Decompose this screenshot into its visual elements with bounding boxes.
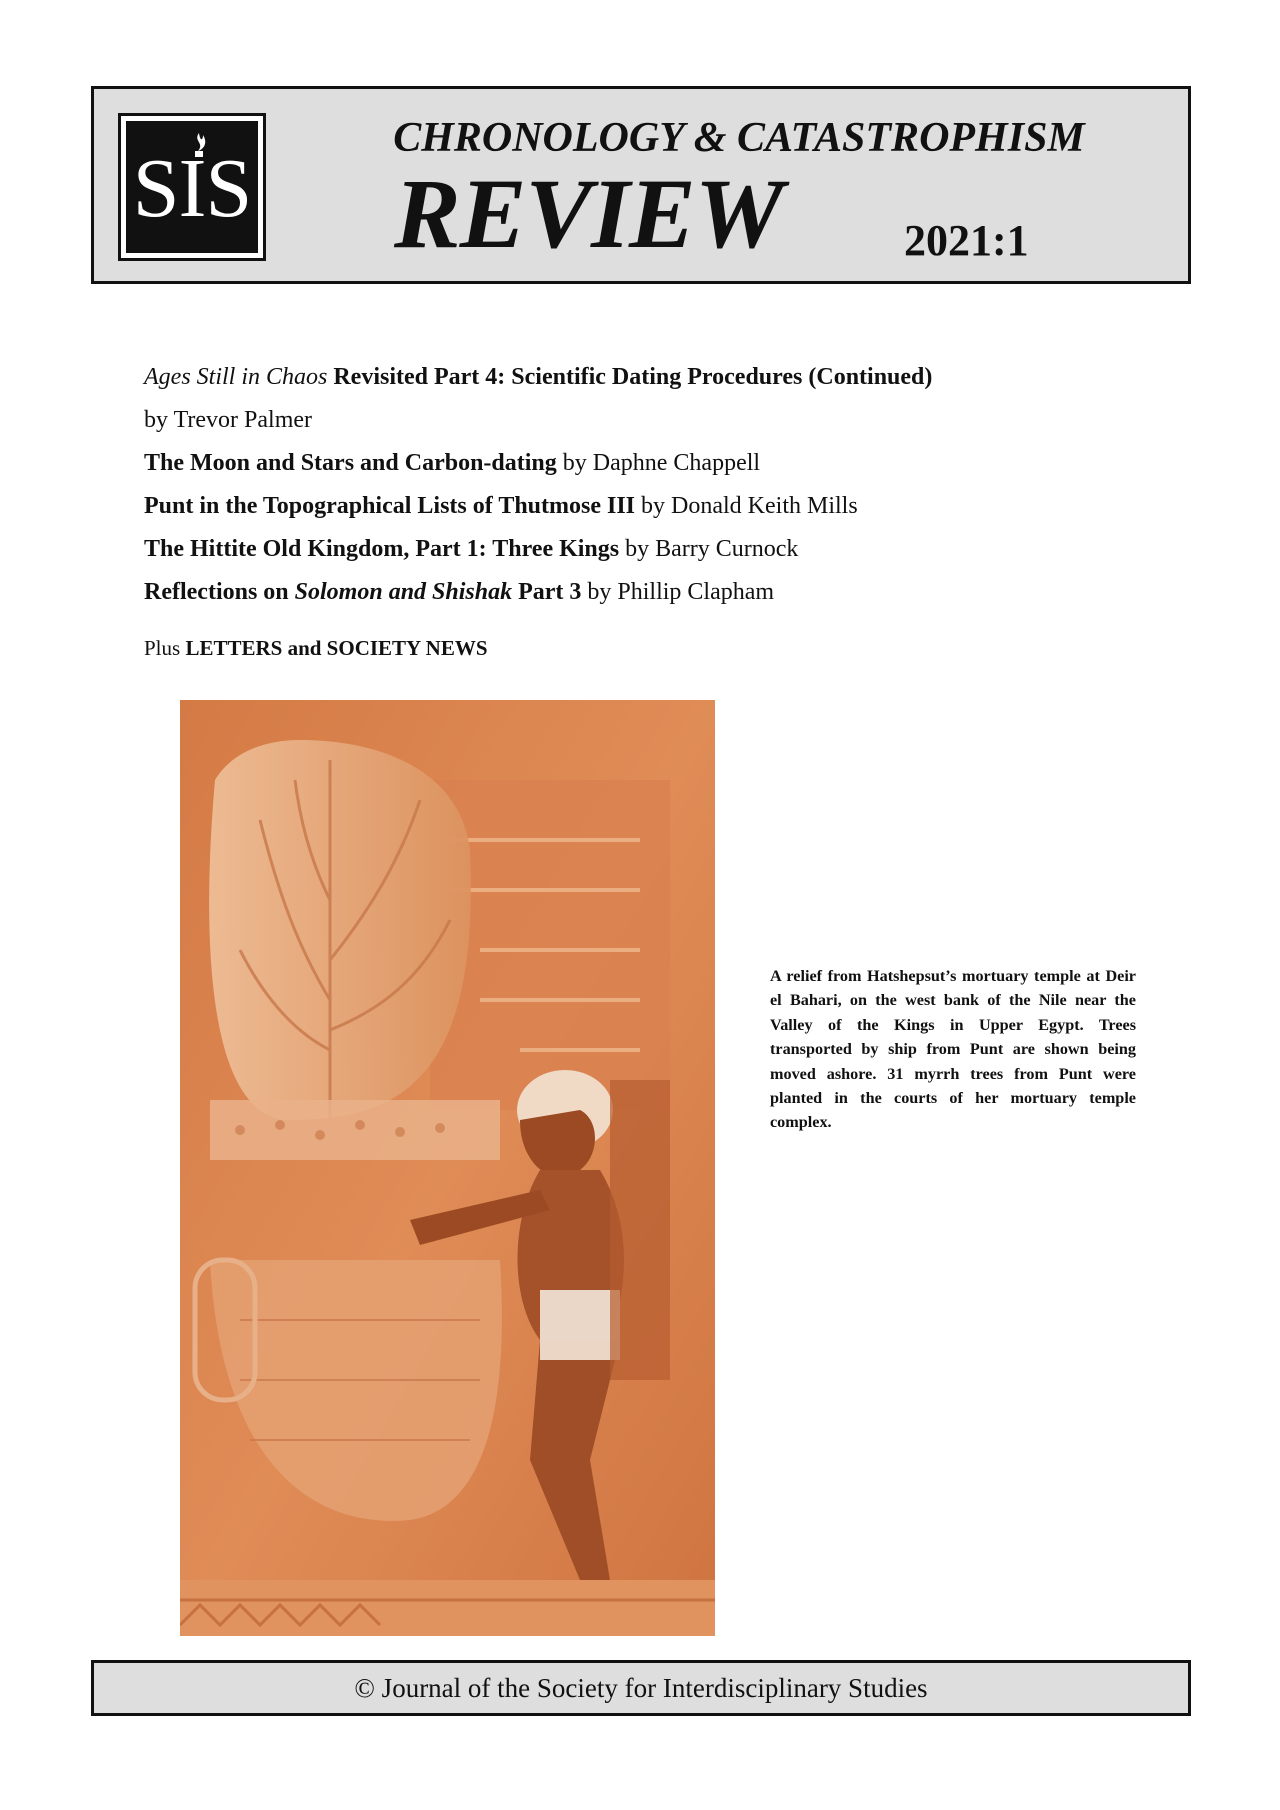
- footer: [91, 1660, 1191, 1716]
- logo-text: SIS: [132, 142, 252, 235]
- contents-item: [144, 571, 1144, 614]
- contents-item: [144, 442, 1144, 485]
- contents-list: [144, 356, 1144, 614]
- contents-item: [144, 528, 1144, 571]
- review-wordmark: REVIEW: [394, 158, 783, 269]
- plus-line: [144, 636, 488, 661]
- contents-byline: by Daphne Chappell: [556, 450, 761, 476]
- contents-title-italic: Solomon and Shishak: [294, 579, 513, 605]
- issue-number: 2021:1: [904, 216, 1029, 265]
- masthead: [91, 86, 1191, 284]
- contents-item: [144, 399, 1144, 442]
- contents-item: [144, 356, 1144, 399]
- relief-illustration: [180, 700, 715, 1636]
- contents-title: Revisited Part 4: Scientific Dating Procedures (Continued): [327, 364, 933, 390]
- sis-logo: [118, 113, 266, 261]
- contents-byline: by Trevor Palmer: [144, 407, 312, 433]
- photo-caption: A relief from Hatshepsut’s mortuary temple at Deir el Bahari, on the west bank of the Nile near the Valley of the Kings in Upper Egypt. Trees transported by ship from Punt are shown being moved ashore. 31 myrrh trees from Punt were planted in the courts of her mortuary temple complex.: [770, 967, 1136, 1132]
- contents-byline: by Donald Keith Mills: [635, 493, 858, 519]
- footer-text: © Journal of the Society for Interdisciplinary Studies: [354, 1673, 928, 1703]
- contents-item: [144, 485, 1144, 528]
- contents-title: The Hittite Old Kingdom, Part 1: Three Kings: [144, 536, 620, 562]
- contents-title: Reflections on: [144, 579, 295, 605]
- contents-title: Punt in the Topographical Lists of Thutmose III: [144, 493, 636, 519]
- contents-title-end: Part 3: [512, 579, 582, 605]
- plus-prefix: Plus: [144, 636, 186, 660]
- contents-title: The Moon and Stars and Carbon-dating: [144, 450, 557, 476]
- journal-title: CHRONOLOGY & CATASTROPHISM: [393, 115, 1085, 161]
- contents-title-italic: Ages Still in Chaos: [144, 364, 328, 390]
- contents-byline: by Phillip Clapham: [581, 579, 775, 605]
- relief-photo: [180, 700, 715, 1636]
- plus-items: LETTERS and SOCIETY NEWS: [185, 636, 488, 660]
- contents-byline: by Barry Curnock: [619, 536, 799, 562]
